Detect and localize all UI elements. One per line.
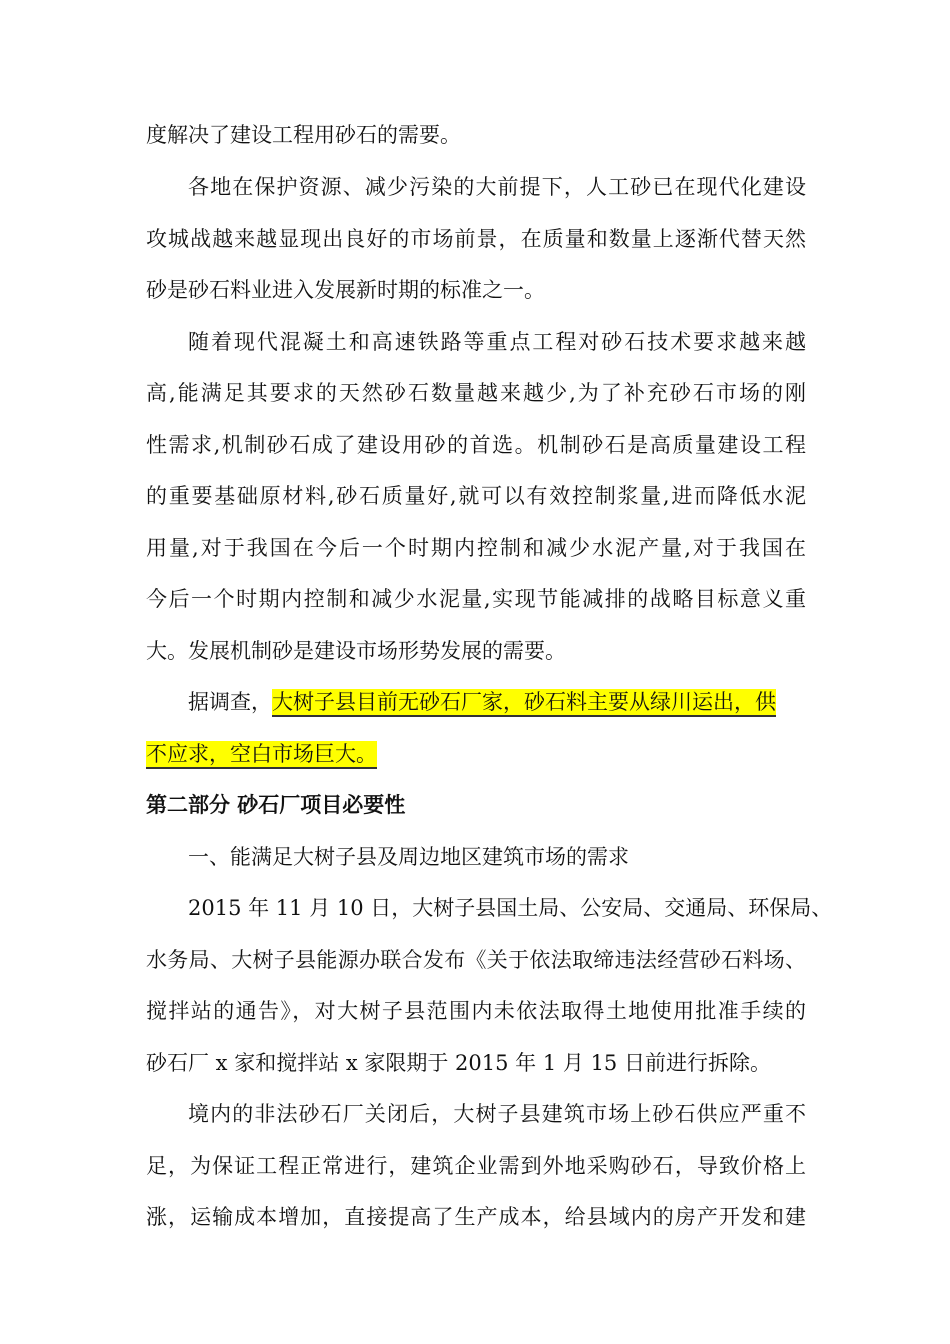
paragraph-line: 境内的非法砂石厂关闭后，大树子县建筑市场上砂石供应严重不	[188, 1102, 806, 1126]
paragraph-line: 2015 年 11 月 10 日，大树子县国土局、公安局、交通局、环保局、	[188, 896, 833, 920]
paragraph-line: 随着现代混凝土和高速铁路等重点工程对砂石技术要求越来越	[188, 330, 806, 354]
paragraph-line: 大。发展机制砂是建设市场形势发展的需要。	[146, 639, 566, 663]
paragraph-line: 今后一个时期内控制和减少水泥量,实现节能减排的战略目标意义重	[146, 587, 806, 611]
highlighted-text: 不应求，空白市场巨大。	[146, 741, 377, 769]
paragraph-line: 足，为保证工程正常进行，建筑企业需到外地采购砂石，导致价格上	[146, 1154, 806, 1178]
paragraph-line	[188, 687, 806, 717]
paragraph-line: 涨，运输成本增加，直接提高了生产成本，给县域内的房产开发和建	[146, 1205, 806, 1229]
paragraph-line: 攻城战越来越显现出良好的市场前景，在质量和数量上逐渐代替天然	[146, 227, 806, 251]
paragraph-line: 搅拌站的通告》，对大树子县范围内未依法取得土地使用批准手续的	[146, 999, 806, 1023]
paragraph-line: 水务局、大树子县能源办联合发布《关于依法取缔违法经营砂石料场、	[146, 948, 806, 972]
paragraph-line	[146, 739, 806, 769]
survey-prefix: 据调查，	[188, 690, 272, 714]
paragraph-line: 度解决了建设工程用砂石的需要。	[146, 123, 461, 147]
paragraph-line: 高,能满足其要求的天然砂石数量越来越少,为了补充砂石市场的刚	[146, 381, 806, 405]
paragraph-line: 的重要基础原材料,砂石质量好,就可以有效控制浆量,进而降低水泥	[146, 484, 806, 508]
paragraph-line: 砂是砂石料业进入发展新时期的标准之一。	[146, 278, 545, 302]
paragraph-line: 性需求,机制砂石成了建设用砂的首选。机制砂石是高质量建设工程	[146, 433, 806, 457]
paragraph-line: 用量,对于我国在今后一个时期内控制和减少水泥产量,对于我国在	[146, 536, 806, 560]
paragraph-line: 砂石厂 x 家和搅拌站 x 家限期于 2015 年 1 月 15 日前进行拆除。	[146, 1051, 771, 1075]
section-heading: 第二部分 砂石厂项目必要性	[146, 792, 406, 817]
paragraph-line: 各地在保护资源、减少污染的大前提下，人工砂已在现代化建设	[188, 175, 806, 199]
subsection-heading: 一、能满足大树子县及周边地区建筑市场的需求	[188, 845, 629, 869]
highlighted-text: 大树子县目前无砂石厂家，砂石料主要从绿川运出，供	[272, 689, 776, 717]
